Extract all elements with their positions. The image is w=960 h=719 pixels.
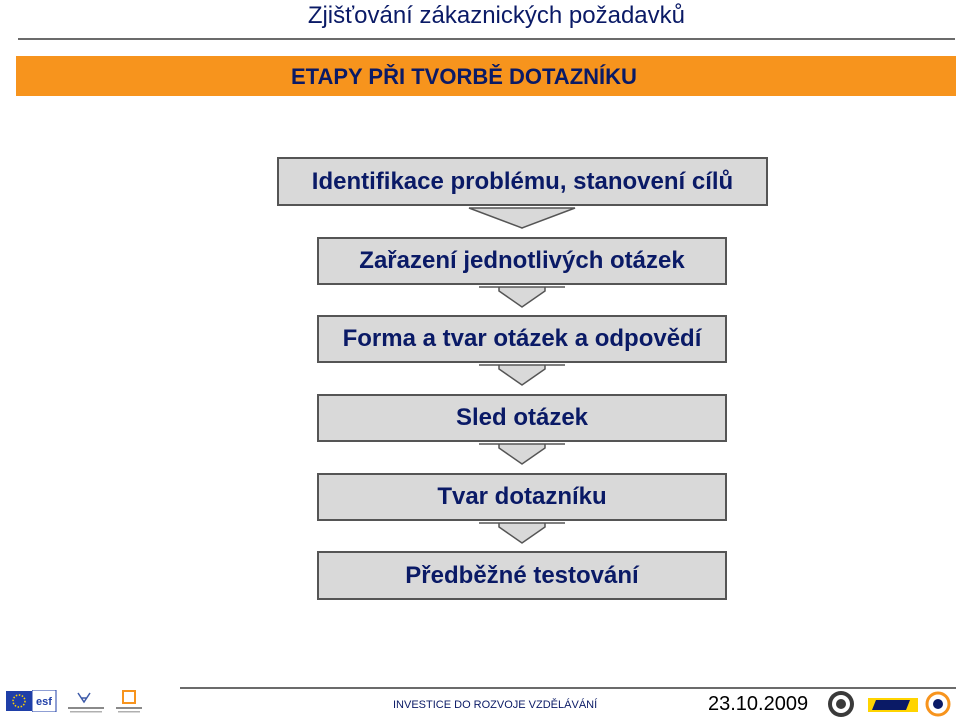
footer-date: 23.10.2009 xyxy=(708,693,809,715)
tech-logo xyxy=(866,690,956,718)
eu-flag-logo xyxy=(6,691,32,711)
arrow-down-icon xyxy=(477,285,567,309)
step-4-box: Sled otázek xyxy=(317,394,727,442)
op-logo xyxy=(114,690,144,714)
arrow-down-icon xyxy=(477,521,567,545)
banner xyxy=(16,56,956,96)
arrow-down-icon xyxy=(477,442,567,466)
msmt-logo xyxy=(64,690,108,714)
banner-title: ETAPY PŘI TVORBĚ DOTAZNÍKU xyxy=(291,64,637,89)
esf-logo xyxy=(32,690,58,712)
step-5-box: Tvar dotazníku xyxy=(317,473,727,521)
footer-divider xyxy=(180,687,956,689)
page-title: Zjišťování zákaznických požadavků xyxy=(307,2,685,29)
arrow-down-icon xyxy=(467,206,577,230)
step-2-box: Zařazení jednotlivých otázek xyxy=(317,237,727,285)
step-6-box: Předběžné testování xyxy=(317,551,727,600)
step-3-box: Forma a tvar otázek a odpovědí xyxy=(317,315,727,363)
arrow-down-icon xyxy=(477,363,567,387)
footer-text: INVESTICE DO ROZVOJE VZDĚLÁVÁNÍ xyxy=(393,699,598,711)
step-1-box: Identifikace problému, stanovení cílů xyxy=(277,157,768,206)
skoda-logo xyxy=(826,690,856,718)
title-divider xyxy=(18,38,955,40)
svg-text:esf: esf xyxy=(36,696,52,708)
